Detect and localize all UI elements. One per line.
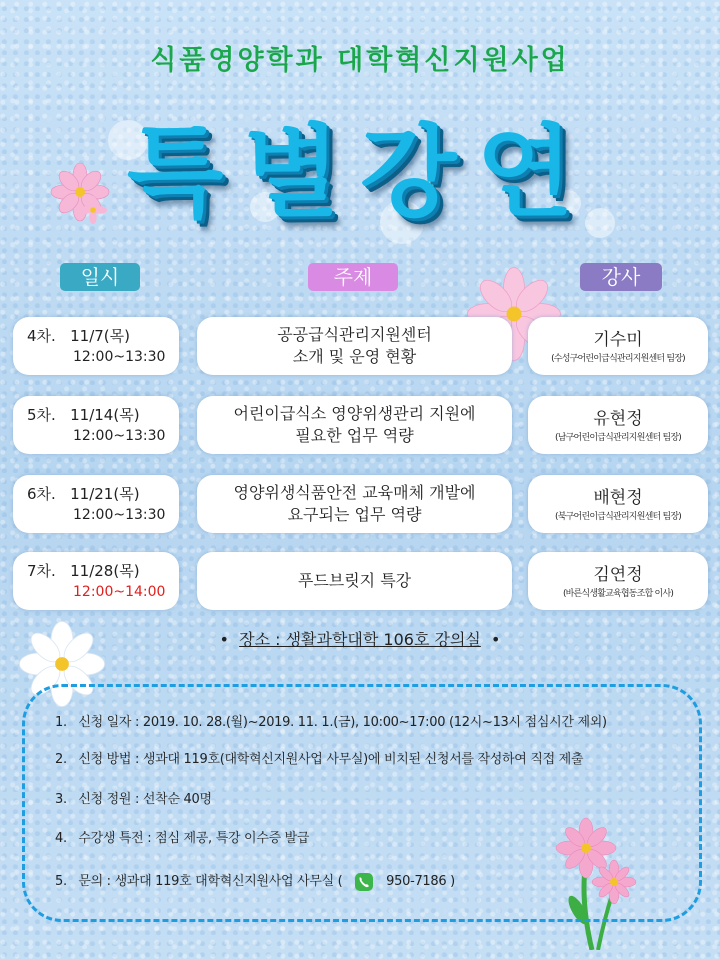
phone-icon bbox=[354, 872, 374, 892]
info-box bbox=[22, 684, 702, 922]
info-item: 4. 수강생 특전 : 점심 제공, 특강 이수증 발급 bbox=[55, 831, 310, 846]
speaker-name: 김연정 bbox=[593, 565, 643, 585]
topic-line: 소개 및 운영 현황 bbox=[292, 347, 417, 366]
speaker-affiliation: (수성구어린이급식관리지원센터 팀장) bbox=[551, 354, 685, 364]
session-topic-box bbox=[197, 396, 512, 454]
topic-line: 어린이급식소 영양위생관리 지원에 bbox=[233, 404, 476, 423]
session-topic-box bbox=[197, 552, 512, 610]
speaker-name: 배현정 bbox=[593, 488, 643, 508]
session-datetime-box bbox=[13, 396, 179, 454]
session-time: 12:00~13:30 bbox=[73, 507, 166, 523]
info-item: 3. 신청 정원 : 선착순 40명 bbox=[55, 792, 212, 807]
speaker-name: 유현정 bbox=[593, 409, 643, 429]
info-item: 2. 신청 방법 : 생과대 119호(대학혁신지원사업 사무실)에 비치된 신청서를 작성하여 직접 제출 bbox=[55, 752, 584, 767]
venue-bullet: • bbox=[219, 630, 229, 649]
session-time: 12:00~14:00 bbox=[73, 584, 166, 600]
venue-bullet: • bbox=[491, 630, 501, 649]
session-number: 5차. 11/14(목) bbox=[27, 406, 140, 424]
topic-line: 공공급식관리지원센터 bbox=[277, 325, 432, 344]
page-title: 특별강연 bbox=[126, 114, 594, 231]
session-datetime-box bbox=[13, 552, 179, 610]
session-speaker-box bbox=[528, 552, 708, 610]
info-item: 1. 신청 일자 : 2019. 10. 28.(월)~2019. 11. 1.(금), 10:00~17:00 (12시~13시 점심시간 제외) bbox=[55, 715, 607, 730]
speaker-affiliation: (북구어린이급식관리지원센터 팀장) bbox=[555, 512, 681, 522]
info-item: 5. 문의 : 생과대 119호 대학혁신지원사업 사무실 ( 950-7186 ) bbox=[55, 870, 455, 892]
speaker-affiliation: (남구어린이급식관리지원센터 팀장) bbox=[555, 433, 681, 443]
topic-line: 요구되는 업무 역량 bbox=[287, 505, 422, 524]
speaker-name: 기수미 bbox=[593, 330, 643, 350]
session-time: 12:00~13:30 bbox=[73, 428, 166, 444]
session-topic-box bbox=[197, 317, 512, 375]
flower-icon bbox=[78, 195, 108, 225]
session-number: 7차. 11/28(목) bbox=[27, 562, 140, 580]
session-speaker-box bbox=[528, 396, 708, 454]
session-speaker-box bbox=[528, 475, 708, 533]
session-datetime-box bbox=[13, 475, 179, 533]
topic-line: 영양위생식품안전 교육매체 개발에 bbox=[233, 483, 476, 502]
session-number: 6차. 11/21(목) bbox=[27, 485, 140, 503]
session-speaker-box bbox=[528, 317, 708, 375]
venue bbox=[0, 627, 720, 650]
venue-text: 장소 : 생활과학대학 106호 강의실 bbox=[239, 630, 481, 649]
topic-line: 푸드브릿지 특강 bbox=[297, 571, 412, 590]
speaker-affiliation: (바른식생활교육협동조합 이사) bbox=[562, 589, 674, 599]
topic-header: 주제 bbox=[308, 263, 398, 291]
session-datetime-box bbox=[13, 317, 179, 375]
topic-line: 필요한 업무 역량 bbox=[295, 426, 414, 445]
subtitle: 식품영양학과 대학혁신지원사업 bbox=[150, 45, 570, 76]
datetime-header: 일시 bbox=[60, 263, 140, 291]
session-number: 4차. 11/7(목) bbox=[27, 327, 131, 345]
session-topic-box bbox=[197, 475, 512, 533]
session-time: 12:00~13:30 bbox=[73, 349, 166, 365]
speaker-header: 강사 bbox=[580, 263, 662, 291]
